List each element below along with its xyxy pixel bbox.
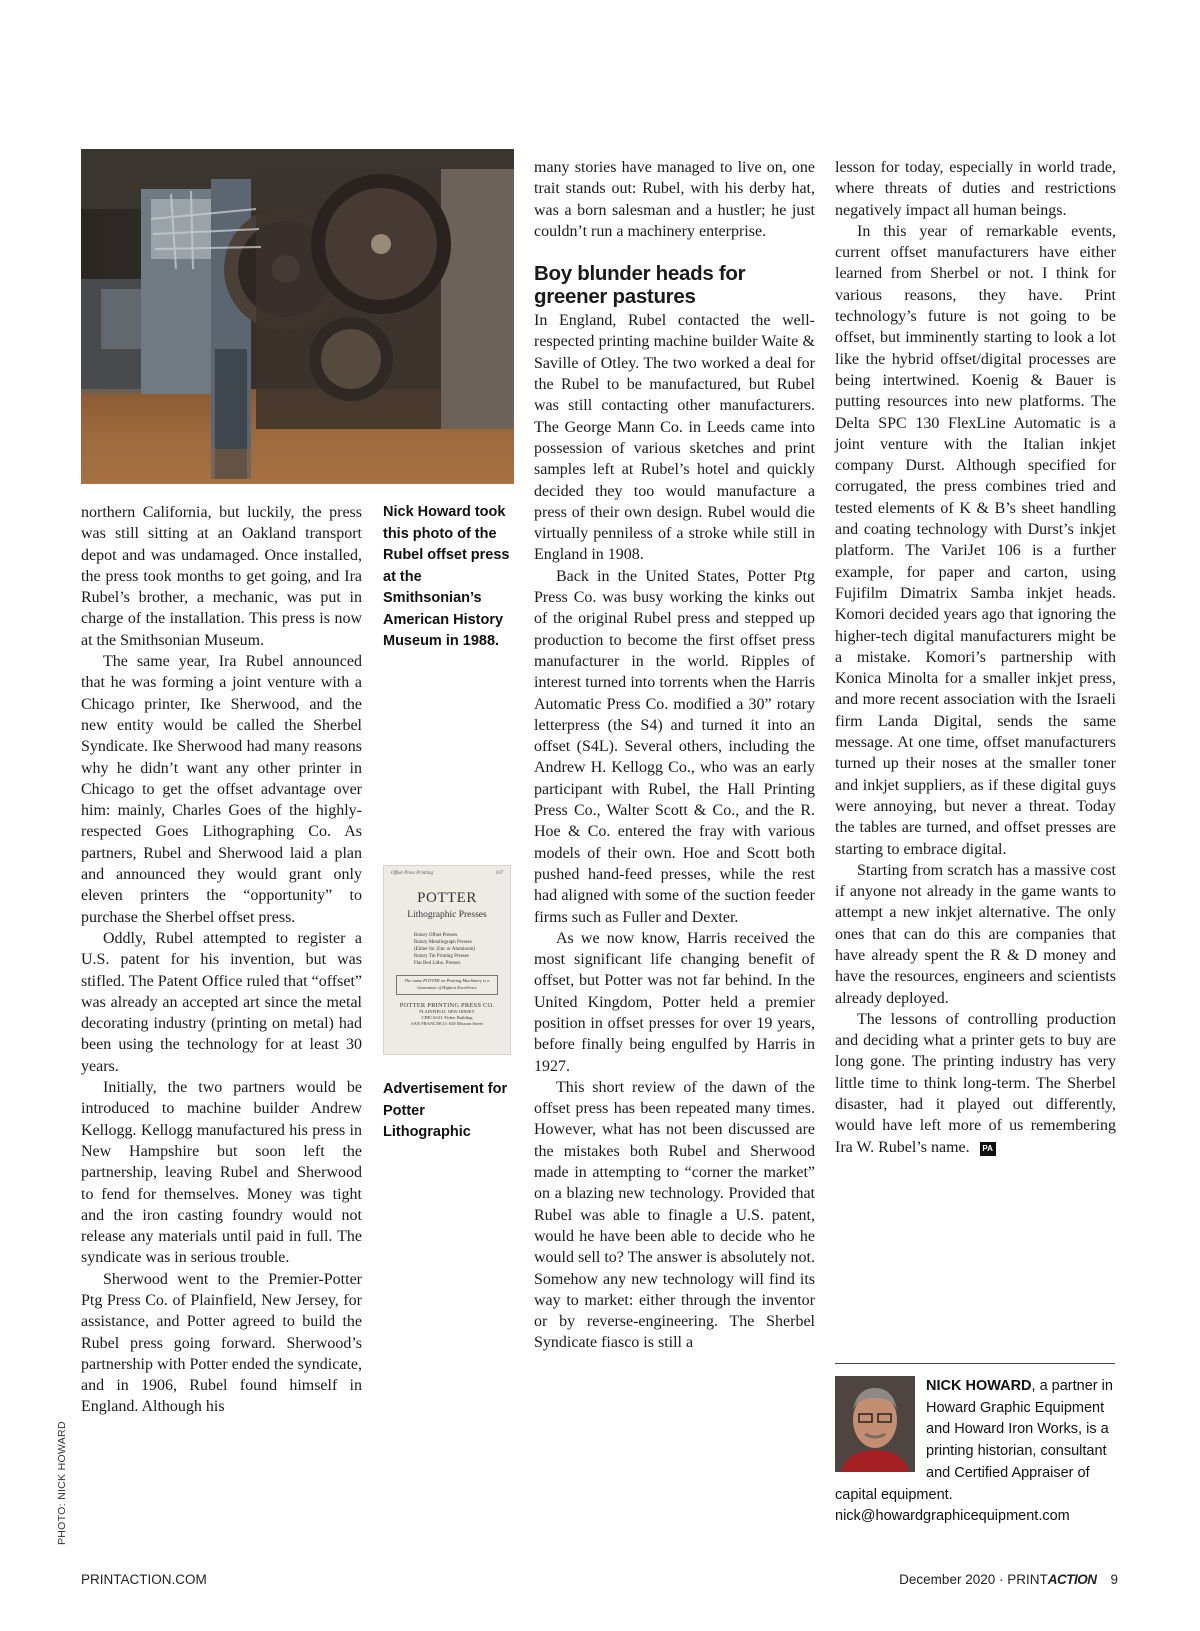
paragraph (835, 1009, 1116, 1158)
section-subhead: Boy blunder heads for greener pastures (534, 262, 746, 309)
publication-logo (1007, 1572, 1096, 1587)
potter-advertisement-image (383, 865, 511, 1055)
ad-item: Flat Bed Litho. Presses (414, 961, 461, 966)
ad-address: CHICAGO: Fisher Building (421, 1015, 473, 1020)
paragraph: The same year, Ira Rubel announced that he was forming a joint venture with a Chicago printer, Ike Sherwood, and the new entity would be called the Sherbel Syndicate. Ike Sherwood had many reasons why he didn’t want any other printer in Chicago to get the offset advantage over him: mainly, Charles Goes of the highly-respected Goes Lithographing Co. As partners, Rubel and Sherwood laid a plan and announced they would grant only eleven printers the “opportunity” to purchase the Sherbel offset press. (81, 653, 362, 926)
rubel-press-photo (81, 149, 514, 484)
paragraph: lesson for today, especially in world trade, where threats of duties and restrictions negatively impact all human beings. (835, 159, 1116, 219)
footer-issue (899, 1572, 1118, 1587)
publication-prefix: PRINT (1007, 1572, 1048, 1587)
paragraph: many stories have managed to live on, one trait stands out: Rubel, with his derby hat, was a born salesman and a hustler; he just couldn’t run a machinery enterprise. (534, 159, 815, 240)
paragraph: In this year of remarkable events, current offset manufacturers have either learned from Sherbel or not. I think for various reasons, they have. Print technology’s future is not going to be offset, but imminently starting to look a lot like the hybrid offset/digital processes are being intertwined. Koenig & Bauer is putting resources into new platforms. The Delta SPC 130 FlexLine Automatic is a joint venture with the Italian inkjet company Durst. Although specified for corrugated, the press combines tried and tested elements of K & B’s sheet handling and coating technology with Durst’s inkjet platform. The VariJet 106 is a further example, for paper and carton, using Fujifilm Dimatrix Samba inkjet heads. Komori decided years ago that ignoring the higher-tech digital manufacturers might be a mistake. Komori’s partnership with Konica Minolta for a smaller inkjet press, and more recent association with the Israeli firm Landa Digital, sends the same message. At one time, offset manufacturers turned up their noses at the smaller toner and inkjet suppliers, as if these digital guys were annoying, but never a threat. Today the tables are turned, and offset presses are starting to embrace digital. (835, 222, 1116, 858)
author-name: NICK HOWARD (926, 1378, 1032, 1394)
ad-subtitle: Lithographic Presses (407, 910, 487, 920)
article-column-1 (81, 502, 362, 1418)
bio-divider (835, 1363, 1115, 1364)
ad-caption: Advertisement for Potter Lithographic (383, 1081, 508, 1140)
author-description: , a partner in Howard Graphic Equipment and Howard Iron Works, is a printing historian, consultant and Certified Appraiser of capital equipment. (835, 1378, 1113, 1503)
ad-guarantee-box: The name POTTER on Printing Machinery is a Guarantee of Highest Excellence (396, 975, 498, 995)
ad-header-right: 107 (495, 871, 503, 876)
author-email[interactable]: nick@howardgraphicequipment.com (835, 1508, 1070, 1525)
paragraph: Starting from scratch has a massive cost if anyone not already in the game wants to attempt a new inkjet alternative. The only ones that can do this are companies that have already spent the R & D money and have the resources, engineers and scientists already deployed. (835, 861, 1116, 1007)
ad-company: POTTER PRINTING PRESS CO. (399, 1002, 495, 1009)
article-column-4 (835, 157, 1116, 1158)
paragraph: Oddly, Rubel attempted to register a U.S. patent for his invention, but was stifled. The Patent Office ruled that “offset” was already an accepted art since the metal decorating industry (printing on metal) had been using the technology for at least 30 years. (81, 929, 362, 1075)
publication-suffix: ACTION (1047, 1572, 1097, 1587)
article-column-3 (534, 157, 815, 1354)
ad-address: SAN FRANCISCO: 638 Mission Street (411, 1021, 483, 1026)
photo-caption: Nick Howard took this photo of the Rubel offset press at the Smithsonian’s American History Museum in 1988. (383, 504, 510, 649)
author-headshot (835, 1376, 915, 1472)
ad-item: (Either for Zinc or Aluminum) (414, 947, 476, 952)
author-bio (835, 1376, 1120, 1528)
ad-item: Rotary Offset Presses (414, 933, 458, 938)
ad-brand: POTTER (417, 890, 477, 906)
ad-address: PLAINFIELD, NEW JERSEY (419, 1009, 475, 1014)
end-mark-icon: PA (980, 1142, 996, 1156)
ad-item: Rotary Tin Printing Presses (414, 954, 469, 959)
ad-item: Rotary Metallograph Presses (414, 940, 472, 945)
page-number: 9 (1110, 1572, 1118, 1587)
ad-header-left: Offset Press Printing (391, 871, 434, 876)
paragraph: As we now know, Harris received the most significant life changing benefit of offset, but Potter was not far behind. In the United Kingdom, Potter held a premier position in offset presses for over 19 years, before finally being engulfed by Harris in 1927. (534, 929, 815, 1075)
paragraph: This short review of the dawn of the offset press has been repeated many times. However, what has not been discussed are the mistakes both Rubel and Sherwood made in attempting to “corner the market” on a blazing new technology. Provided that Rubel was able to finagle a U.S. patent, would he have been able to decide who he would sell to? The answer is absolutely not. Somehow any new technology will find its way to market: either through the inventor or by reverse-engineering. The Sherbel Syndicate fiasco is still a (534, 1078, 815, 1352)
ad-item-list (414, 932, 510, 967)
paragraph: In England, Rubel contacted the well-respected printing machine builder Waite & Saville of Otley. The two worked a deal for the Rubel to be manufactured, but Rubel was still contacting other manufacturers. The George Mann Co. in Leeds came into possession of various sketches and print samples left at Rubel’s hotel and quickly decided they too would manufacture a press of their own design. Rubel would die virtually penniless of a stroke while still in England in 1908. (534, 312, 815, 564)
paragraph: Sherwood went to the Premier-Potter Ptg Press Co. of Plainfield, New Jersey, for assistance, and Potter agreed to build the Rubel press going forward. Sherwood’s partnership with Potter ended the syndicate, and in 1906, Rubel found himself in England. Although his (81, 1270, 362, 1416)
paragraph: Initially, the two partners would be introduced to machine builder Andrew Kellogg. Kellogg manufactured his press in New Hampshire but soon left the partnership, leaving Rubel and Sherwood to fend for themselves. Money was tight and the iron casting foundry would not release any materials until paid in full. The syndicate was in serious trouble. (81, 1079, 362, 1267)
paragraph: northern California, but luckily, the press was still sitting at an Oakland transport depot and was undamaged. Once installed, the press took months to get going, and Ira Rubel’s brother, a mechanic, was put in charge of the installation. This press is now at the Smithsonian Museum. (81, 504, 362, 649)
photo-credit: PHOTO: NICK HOWARD (56, 1421, 68, 1545)
footer-date: December 2020 · (899, 1572, 1008, 1587)
paragraph-text: The lessons of controlling production and deciding what a printer gets to buy are long gone. The printing industry has very little time to think long-term. The Sherbel disaster, had it played out differently, would have left more of us remembering Ira W. Rubel’s name. (835, 1010, 1116, 1156)
footer-site: PRINTACTION.COM (81, 1572, 207, 1587)
paragraph: Back in the United States, Potter Ptg Press Co. was busy working the kinks out of the original Rubel press and stepped up production to become the first offset press manufacturer in the world. Ripples of interest turned into torrents when the Harris Automatic Press Co. modified a 30” rotary letterpress (the S4) and turned it into an offset (S4L). Several others, including the Andrew H. Kellogg Co., who was an early participant with Rubel, the Hall Printing Press Co., Walter Scott & Co., and the R. Hoe & Co. entered the fray with various models of their own. Hoe and Scott both pushed hand-feed presses, while the rest had aligned with some of the suction feeder firms such as Fuller and Dexter. (534, 567, 815, 926)
